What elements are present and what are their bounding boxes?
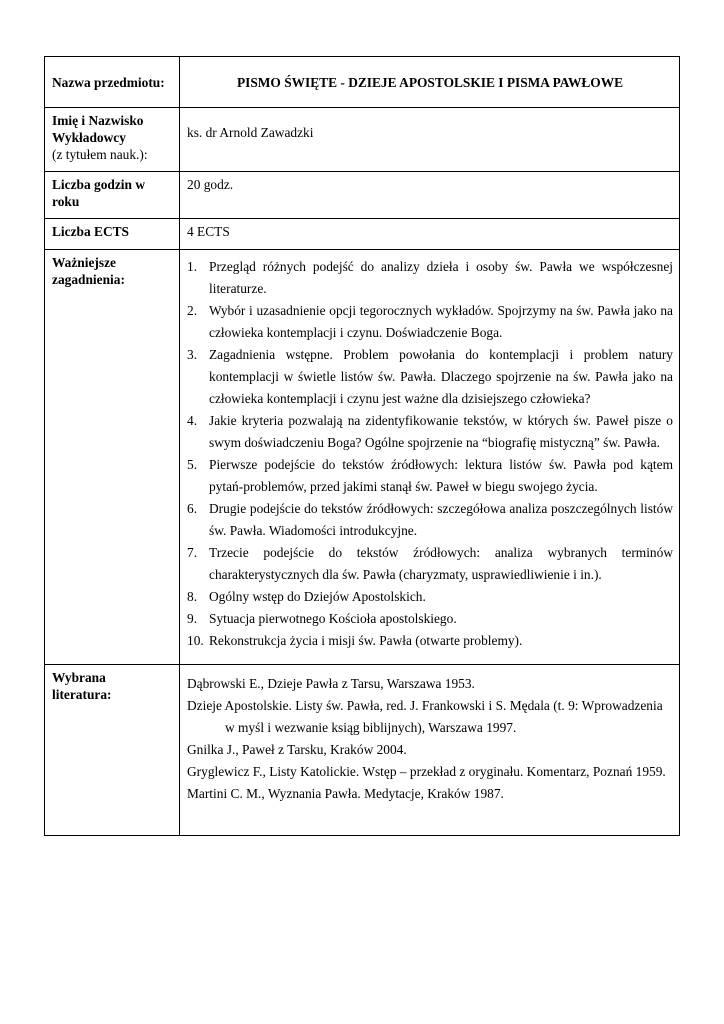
syllabus-table	[44, 56, 680, 836]
lecturer-value	[180, 108, 680, 172]
list-item	[187, 300, 673, 344]
hours-row	[45, 172, 680, 219]
hours-value: 20 godz.	[180, 172, 680, 219]
item-text: Trzecie podejście do tekstów źródłowych: analiza wybranych terminów charakterystycznych dla św. Pawła (charyzmaty, usprawiedliwienie i in.).	[209, 545, 673, 582]
topics-label-line2: zagadnienia:	[52, 272, 125, 287]
list-item: Dzieje Apostolskie. Listy św. Pawła, red. J. Frankowski i S. Mędala (t. 9: Wprowadzenia w myśl i wezwanie ksiąg biblijnych), Warszawa 1997.	[187, 698, 663, 735]
list-item	[187, 608, 673, 630]
topics-label-line1: Ważniejsze	[52, 255, 116, 270]
list-item: Gnilka J., Paweł z Tarsku, Kraków 2004.	[187, 742, 407, 757]
item-text: Wybór i uzasadnienie opcji tegorocznych wykładów. Spojrzymy na św. Pawła jako na człowieka kontemplacji i czynu. Doświadczenie Boga.	[209, 303, 673, 340]
literature-row	[45, 665, 680, 836]
list-item	[187, 344, 673, 410]
item-number: 3.	[187, 347, 198, 362]
topics-label	[45, 250, 180, 665]
hours-label-line1: Liczba godzin w	[52, 177, 145, 192]
item-number: 5.	[187, 457, 198, 472]
hours-label	[45, 172, 180, 219]
literature-value	[180, 665, 680, 836]
lecturer-label	[45, 108, 180, 172]
item-text: Jakie kryteria pozwalają na zidentyfikowanie tekstów, w których św. Paweł pisze o swym doświadczeniu Boga? Ogólne spojrzenie na “biografię mistyczną” św. Pawła.	[209, 413, 673, 450]
literature-label-line1: Wybrana	[52, 670, 106, 685]
item-number: 9.	[187, 611, 198, 626]
item-number: 10.	[187, 633, 204, 648]
lecturer-label-line3: (z tytułem nauk.):	[52, 147, 148, 162]
list-item: Dąbrowski E., Dzieje Pawła z Tarsu, Warszawa 1953.	[187, 676, 475, 691]
ects-label: Liczba ECTS	[45, 219, 180, 250]
item-text: Ogólny wstęp do Dziejów Apostolskich.	[209, 589, 426, 604]
list-item	[187, 498, 673, 542]
item-text: Drugie podejście do tekstów źródłowych: szczegółowa analiza poszczególnych listów św. Pawła. Wiadomości introdukcyjne.	[209, 501, 673, 538]
list-item	[187, 256, 673, 300]
item-text: Pierwsze podejście do tekstów źródłowych: lektura listów św. Pawła pod kątem pytań-problemów, przed jakimi stanął św. Paweł w biegu swojego życia.	[209, 457, 673, 494]
subject-title: PISMO ŚWIĘTE - DZIEJE APOSTOLSKIE I PISMA PAWŁOWE	[180, 57, 680, 108]
list-item	[187, 586, 673, 608]
literature-label	[45, 665, 180, 836]
item-number: 7.	[187, 545, 198, 560]
item-text: Przegląd różnych podejść do analizy dzieła i osoby św. Pawła we współczesnej literaturze.	[209, 259, 673, 296]
lecturer-label-line2: Wykładowcy	[52, 130, 126, 145]
hours-label-line2: roku	[52, 194, 80, 209]
item-text: Zagadnienia wstępne. Problem powołania do kontemplacji i problem natury kontemplacji w świetle listów św. Pawła. Dlaczego spojrzenie na św. Pawła jako na człowieka kontemplacji i czynu jest ważne dla dzisiejszego człowieka?	[209, 347, 673, 406]
lecturer-row	[45, 108, 680, 172]
item-number: 1.	[187, 259, 198, 274]
list-item: Gryglewicz F., Listy Katolickie. Wstęp – przekład z oryginału. Komentarz, Poznań 1959.	[187, 764, 666, 779]
literature-list	[187, 673, 673, 805]
list-item	[187, 542, 673, 586]
item-number: 8.	[187, 589, 198, 604]
subject-row	[45, 57, 680, 108]
ects-value: 4 ECTS	[180, 219, 680, 250]
item-text: Rekonstrukcja życia i misji św. Pawła (otwarte problemy).	[209, 633, 523, 648]
topics-row	[45, 250, 680, 665]
list-item	[187, 630, 673, 652]
topics-value	[180, 250, 680, 665]
topics-list	[187, 256, 673, 652]
item-number: 2.	[187, 303, 198, 318]
list-item	[187, 454, 673, 498]
item-number: 4.	[187, 413, 198, 428]
lecturer-label-line1: Imię i Nazwisko	[52, 113, 144, 128]
lecturer-name: ks. dr Arnold Zawadzki	[187, 125, 314, 140]
list-item: Martini C. M., Wyznania Pawła. Medytacje, Kraków 1987.	[187, 786, 504, 801]
item-text: Sytuacja pierwotnego Kościoła apostolskiego.	[209, 611, 457, 626]
list-item	[187, 410, 673, 454]
item-number: 6.	[187, 501, 198, 516]
subject-label: Nazwa przedmiotu:	[45, 57, 180, 108]
literature-label-line2: literatura:	[52, 687, 112, 702]
ects-row	[45, 219, 680, 250]
